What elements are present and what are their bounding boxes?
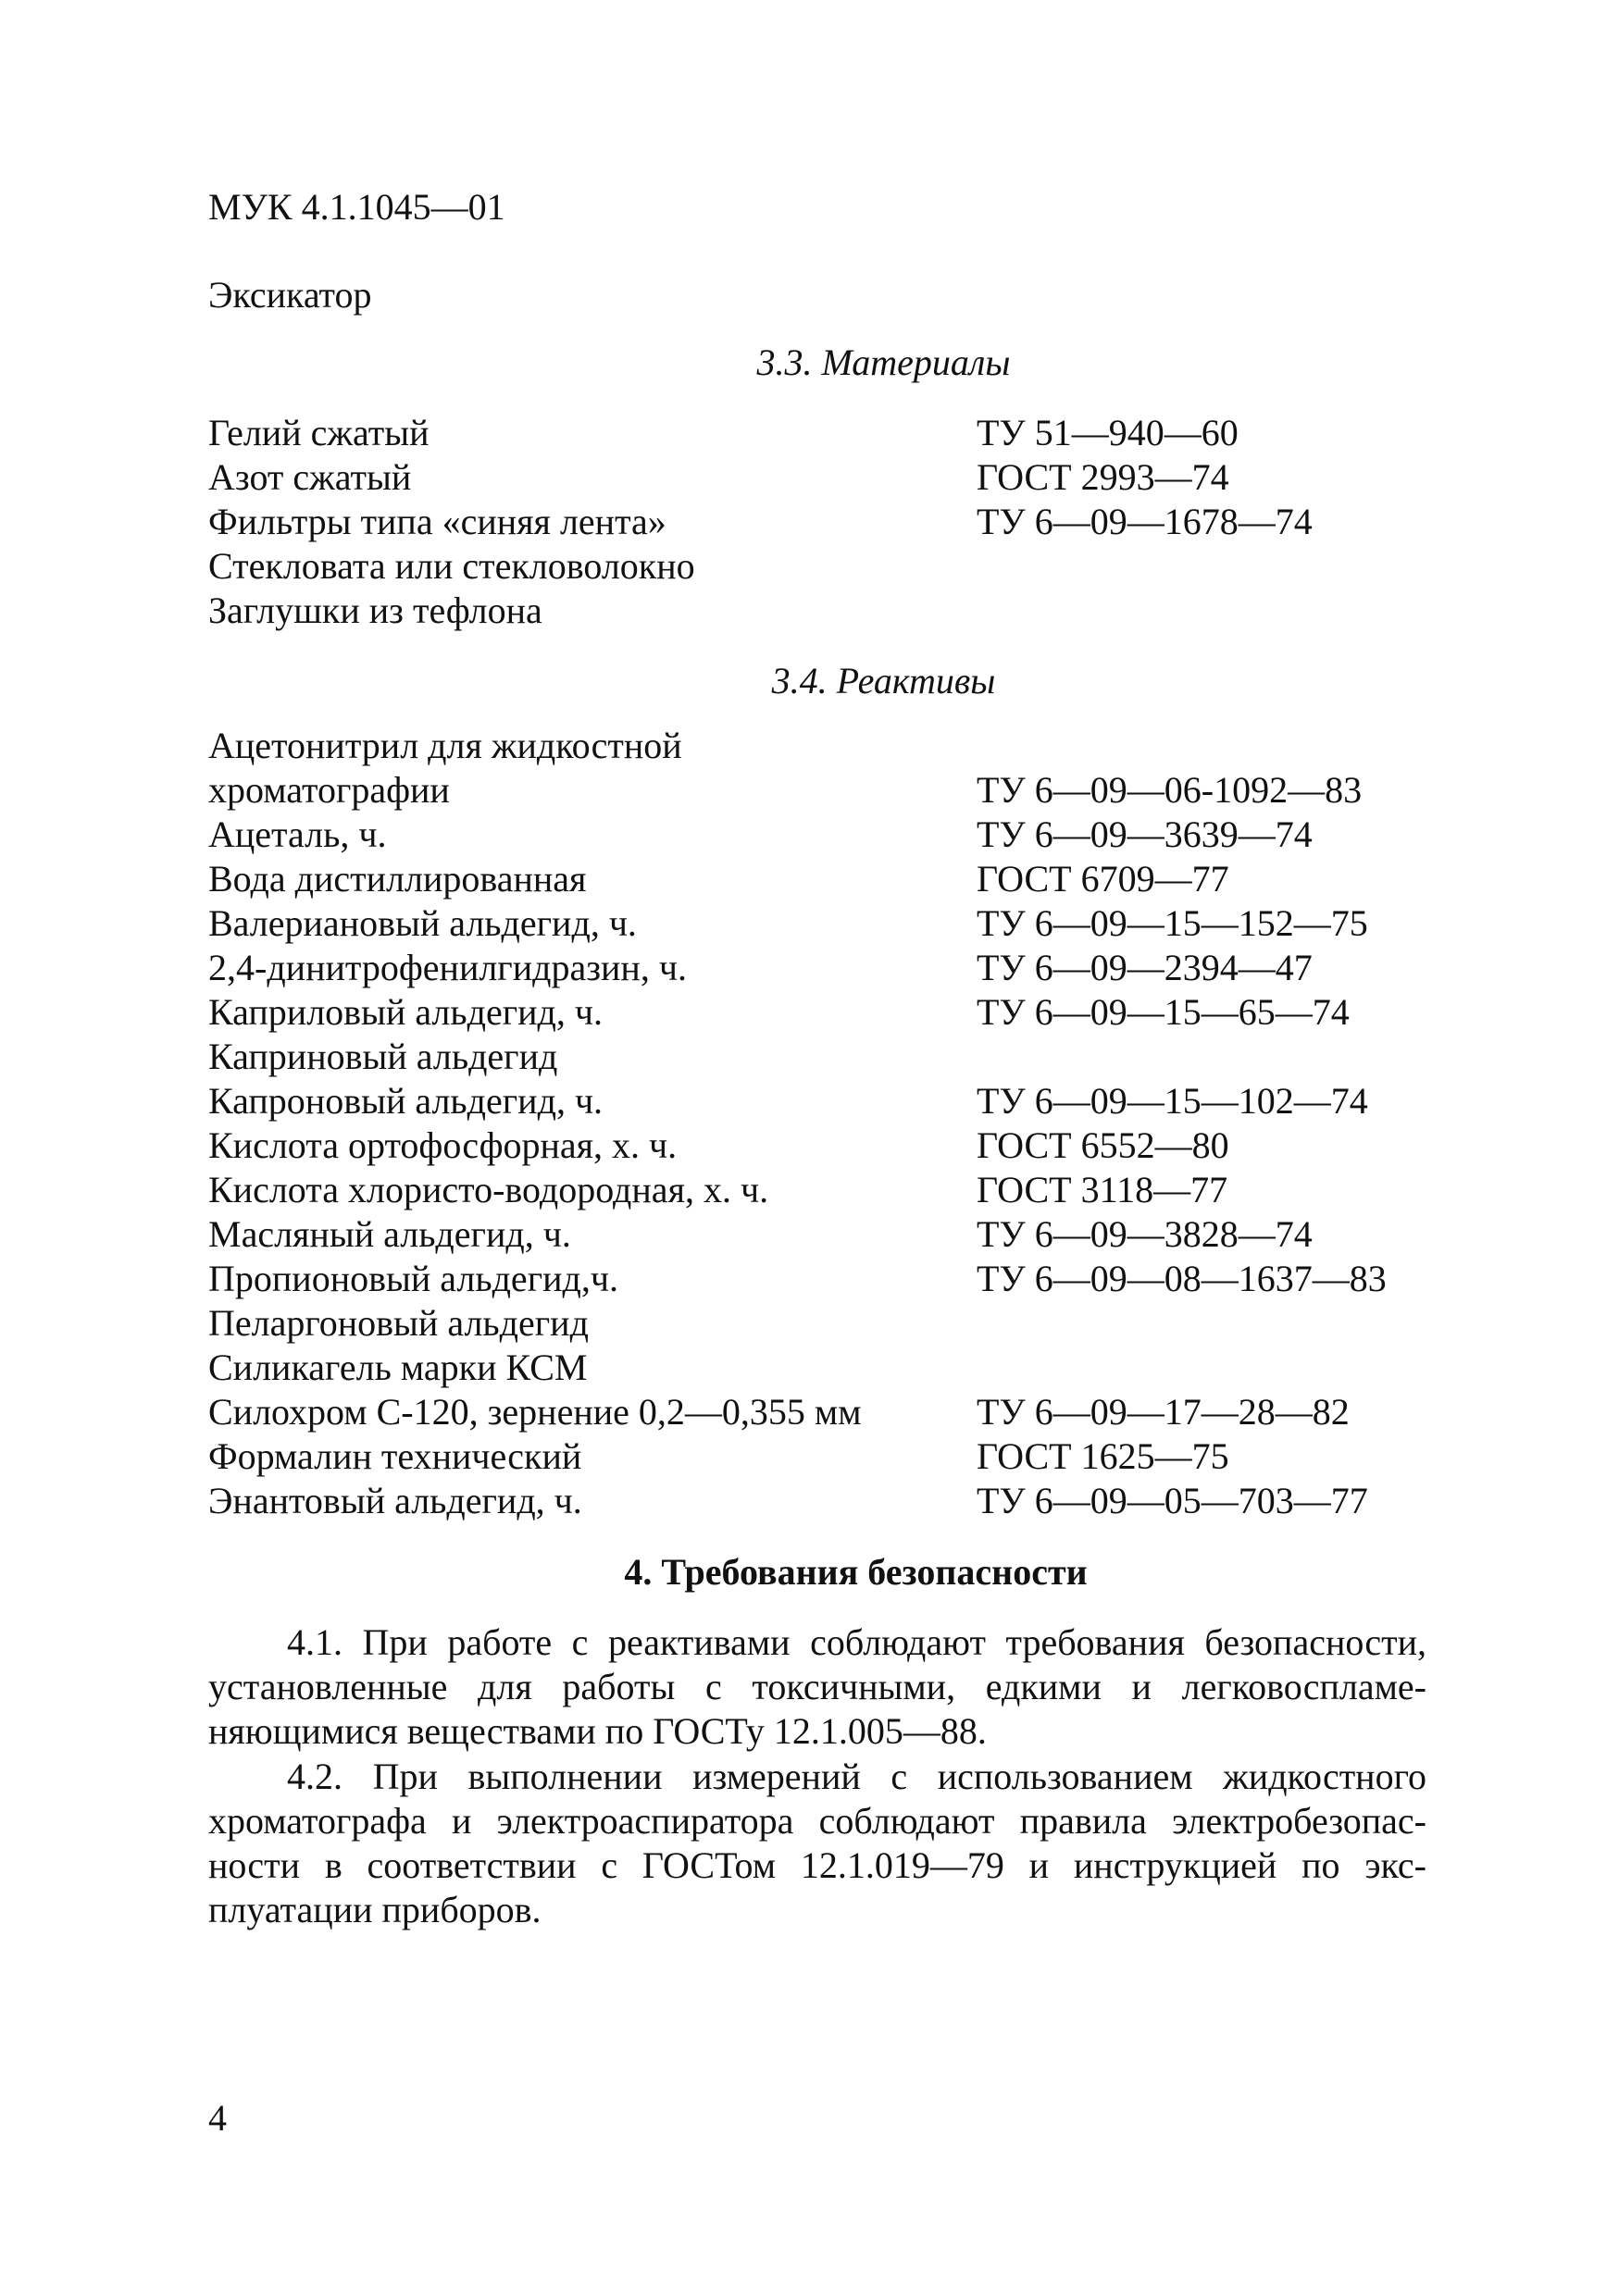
list-item: [208, 1390, 1430, 1434]
reagent-spec: ГОСТ 6552—80: [977, 1124, 1229, 1166]
list-item: [208, 1257, 1430, 1301]
material-name: Азот сжатый: [208, 456, 412, 498]
materials-heading: 3.3. Материалы: [756, 341, 1011, 383]
reagent-spec: ТУ 6—09—05—703—77: [977, 1480, 1368, 1521]
reagent-name: Кислота хлористо-водородная, х. ч.: [208, 1169, 769, 1210]
reagent-spec: ГОСТ 3118—77: [977, 1169, 1228, 1210]
list-item: [208, 813, 1430, 857]
list-item: [208, 901, 1430, 946]
list-item: [208, 1123, 1430, 1168]
reagent-name: Пеларгоновый альдегид: [208, 1302, 589, 1344]
reagent-spec: ТУ 6—09—15—152—75: [977, 902, 1368, 944]
reagent-name: хроматографии: [208, 769, 450, 811]
list-item: [208, 589, 1430, 633]
document-code: МУК 4.1.1045—01: [208, 186, 505, 228]
reagent-name: Силикагель марки КСМ: [208, 1347, 588, 1388]
material-name: Заглушки из тефлона: [208, 590, 542, 631]
paragraph-line: 4.1. При работе с реактивами соблюдают требования безопасности,: [287, 1621, 1426, 1663]
list-item: [208, 544, 1430, 589]
list-item: [208, 1434, 1430, 1479]
list-item: [208, 1346, 1430, 1390]
list-item: [208, 411, 1430, 455]
list-item: [208, 455, 1430, 500]
list-item: [208, 1212, 1430, 1257]
reagent-spec: ГОСТ 6709—77: [977, 858, 1229, 900]
reagent-name: Пропионовый альдегид,ч.: [208, 1258, 618, 1299]
reagent-spec: ГОСТ 1625—75: [977, 1435, 1229, 1477]
material-spec: ТУ 6—09—1678—74: [977, 501, 1313, 542]
safety-paragraph-4-1: [208, 1620, 1426, 1754]
paragraph-line: хроматографа и электроаспиратора соблюдают правила электробезопас-: [208, 1800, 1426, 1842]
material-name: Гелий сжатый: [208, 412, 430, 453]
reagent-spec: ТУ 6—09—3639—74: [977, 813, 1313, 855]
reagent-name: Каприловый альдегид, ч.: [208, 991, 604, 1033]
paragraph-line: 4.2. При выполнении измерений с использованием жидкостного: [287, 1756, 1426, 1797]
material-name: Стекловата или стекловолокно: [208, 545, 695, 587]
reagent-name: Вода дистиллированная: [208, 858, 587, 900]
reagent-name: Валериановый альдегид, ч.: [208, 902, 637, 944]
list-item: [208, 724, 1430, 768]
paragraph-line: няющимися веществами по ГОСТу 12.1.005—88.: [208, 1710, 987, 1752]
material-name: Фильтры типа «синяя лента»: [208, 501, 666, 542]
safety-section-title: 4. Требования безопасности: [624, 1551, 1088, 1593]
list-item: [208, 1479, 1430, 1523]
list-item: [208, 1035, 1430, 1079]
list-item: [208, 990, 1430, 1035]
equipment-item-desiccator: Эксикатор: [208, 274, 372, 316]
reagent-name: Капроновый альдегид, ч.: [208, 1080, 604, 1122]
reagent-name: Каприновый альдегид: [208, 1036, 558, 1077]
reagent-spec: ТУ 6—09—3828—74: [977, 1213, 1313, 1255]
material-spec: ТУ 51—940—60: [977, 412, 1239, 453]
reagent-spec: ТУ 6—09—2394—47: [977, 947, 1313, 988]
reagent-name: Масляный альдегид, ч.: [208, 1213, 571, 1255]
reagent-name: Ацеталь, ч.: [208, 813, 387, 855]
page-number: 4: [208, 2097, 227, 2139]
reagent-spec: ТУ 6—09—06-1092—83: [977, 769, 1363, 811]
reagent-name: Кислота ортофосфорная, х. ч.: [208, 1124, 678, 1166]
reagent-spec: ТУ 6—09—15—102—74: [977, 1080, 1368, 1122]
safety-paragraph-4-2: [208, 1755, 1426, 1932]
list-item: [208, 857, 1430, 901]
reagent-spec: ТУ 6—09—08—1637—83: [977, 1258, 1387, 1299]
reagent-name: 2,4-динитрофенилгидразин, ч.: [208, 947, 687, 988]
list-item: [208, 1168, 1430, 1212]
reagents-list: [208, 724, 1430, 1523]
reagent-name: Ацетонитрил для жидкостной: [208, 725, 682, 766]
list-item: [208, 500, 1430, 544]
list-item: [208, 1301, 1430, 1346]
list-item: [208, 1079, 1430, 1123]
list-item: [208, 768, 1430, 813]
material-spec: ГОСТ 2993—74: [977, 456, 1229, 498]
paragraph-line: ности в соответствии с ГОСТом 12.1.019—79 и инструкцией по экс-: [208, 1844, 1426, 1886]
reagent-spec: ТУ 6—09—15—65—74: [977, 991, 1350, 1033]
materials-list: [208, 411, 1430, 633]
paragraph-line: установленные для работы с токсичными, едкими и легковоспламе-: [208, 1666, 1426, 1707]
paragraph-line: плуатации приборов.: [208, 1889, 542, 1930]
reagents-heading: 3.4. Реактивы: [771, 660, 996, 701]
reagent-spec: ТУ 6—09—17—28—82: [977, 1391, 1350, 1433]
reagent-name: Силохром С-120, зернение 0,2—0,355 мм: [208, 1391, 862, 1433]
list-item: [208, 946, 1430, 990]
reagent-name: Энантовый альдегид, ч.: [208, 1480, 582, 1521]
reagent-name: Формалин технический: [208, 1435, 582, 1477]
